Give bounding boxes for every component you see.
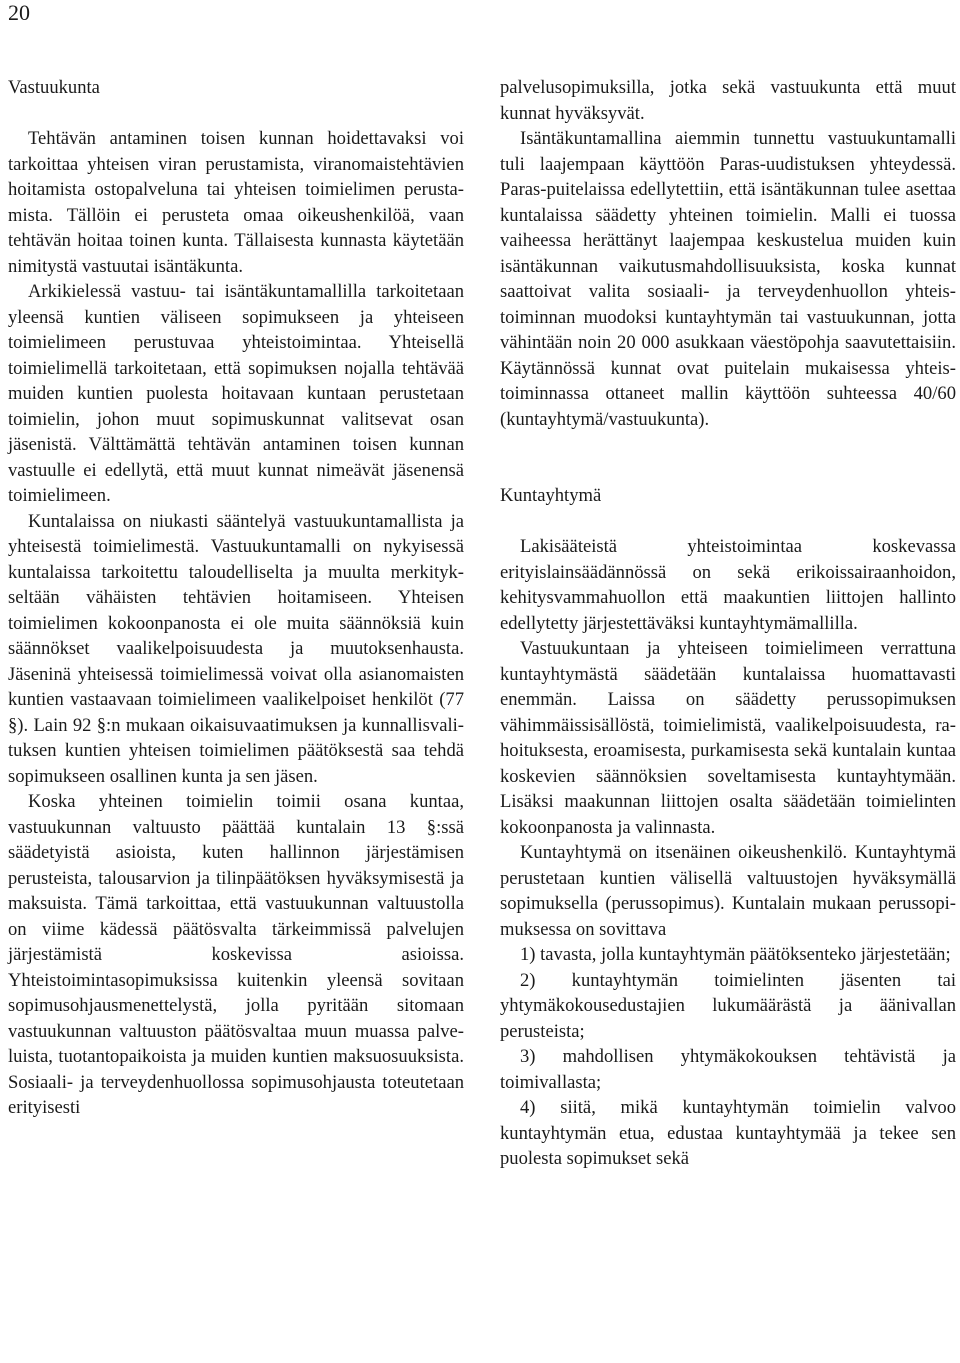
body-paragraph: Isäntäkuntamallina aiemmin tunnettu vastuukuntamalli tuli laajempaan käyttöön Paras-uudistuksen yhteydessä. Paras-puitelaissa edellytettiin, että isäntäkunnan tulee asettaa kuntalaissa säädetty yhteinen toimielin. Malli ei tuossa vaiheessa herättänyt laajempaa keskustelua muiden kuin isäntäkunnan vaikutusmahdollisuuksista, koska kunnat saattoivat valita sosiaali- ja terveydenhuollon yhteistoiminnan muodoksi kuntayhtymän tai vastuukunnan, jotta vähintään noin 20 000 asukkaan väestöpohja saavutettaisiin. Käytännössä kunnat ovat puitelain mukaisessa yhteistoiminnassa ottaneet mallin käyttöön suhteessa 40/60 (kuntayhtymä/vastuukunta). (500, 128, 956, 430)
list-item: 1) tavasta, jolla kuntayhtymän päätöksenteko järjestetään; (520, 944, 951, 965)
body-paragraph: Arkikielessä vastuu- tai isäntäkuntamallilla tarkoitetaan yleensä kuntien väliseen sopimukseen ja yhteiseen toimielimeen perustuvaa yhteistoimintaa. Yhteisellä toimielimellä tarkoitetaan, että sopimuksen nojalla tehtävää muiden kuntien puolesta hoitavaan kuntaan perustetaan toimielin, johon muut sopimuskunnat valitsevat osan jäsenistä. Välttämättä tehtävän antaminen toisen kunnan vastuulle ei edellytä, että muut kunnat nimeävät jäsenensä toimielimeen. (8, 281, 464, 506)
right-column (500, 75, 956, 1172)
left-column (8, 75, 464, 1121)
page-number: 20 (8, 0, 30, 25)
list-item: 2) kuntayhtymän toimielinten jäsenten tai yhtymäkokousedustajien lukumäärästä ja äänivallan perusteista; (500, 969, 956, 1042)
body-paragraph: Lakisääteistä yhteistoimintaa koskevassa erityislainsäädännössä on sekä erikoissairaanhoidon, kehitysvammahuollon että maakuntien liittojen hallinto edellytetty järjestettäväksi kuntayhtymämallilla. (500, 536, 956, 634)
section-heading-vastuukunta: Vastuukunta (8, 77, 100, 98)
body-paragraph-continued: palvelusopimuksilla, jotka sekä vastuukunta että muut kunnat hyväksyvät. (500, 77, 956, 124)
body-paragraph: Tehtävän antaminen toisen kunnan hoidettavaksi voi tarkoittaa yhteisen viran perustamista, viranomaistehtävien hoitamista ostopalveluna tai yhteisen toimielimen perustamista. Tällöin ei perusteta omaa oikeushenkilöä, vaan tehtävän hoitaa toinen kunta. Tällaisesta kunnasta käytetään nimitystä vastuutai isäntäkunta. (8, 128, 464, 277)
section-heading-kuntayhtyma: Kuntayhtymä (500, 485, 602, 506)
list-item: 3) mahdollisen yhtymäkokouksen tehtävistä ja toimivallasta; (500, 1046, 956, 1093)
list-item: 4) siitä, mikä kuntayhtymän toimielin valvoo kuntayhtymän etua, edustaa kuntayhtymää ja tekee sen puolesta sopimukset sekä (500, 1097, 956, 1169)
body-paragraph: Vastuukuntaan ja yhteiseen toimielimeen verrattuna kuntayhtymästä säädetään kuntalaissa huomattavasti enemmän. Laissa on säädetty perussopimuksen vähimmäissisällöstä, toimielimistä, vaalikelpoisuudesta, rahoituksesta, eroamisesta, purkamisesta sekä kuntalain kuntaa koskevien säännöksien soveltamisesta kuntayhtymään. Lisäksi maakunnan liittojen osalta säädetään toimielinten kokoonpanosta ja valinnasta. (500, 638, 956, 838)
body-paragraph: Kuntayhtymä on itsenäinen oikeushenkilö. Kuntayhtymä perustetaan kuntien välisellä valtuustojen hyväksymällä sopimuksella (perussopimus). Kuntalain mukaan perussopimuksessa on sovittava (500, 842, 956, 940)
body-paragraph: Kuntalaissa on niukasti sääntelyä vastuukuntamallista ja yhteisestä toimielimestä. Vastuukuntamalli on nykyisessä kuntalaissa tarkoitettu taloudelliselta ja muulta merkitykseltään vähäisten tehtävien hoitamiseen. Yhteisen toimielimen kokoonpanosta ei ole muita säännöksiä kuin säännökset vaalikelpoisuudesta ja muutoksenhausta. Jäseninä yhteisessä toimielimessä voivat olla asianomaisten kuntien vastaavaan toimielimeen vaalikelpoiset henkilöt (77 §). Lain 92 §:n mukaan oikaisuvaatimuksen ja kunnallisvalituksen kuntien yhteisen toimielimen päätöksestä saa tehdä sopimukseen osallinen kunta ja sen jäsen. (8, 510, 464, 787)
body-paragraph: Koska yhteinen toimielin toimii osana kuntaa, vastuukunnan valtuusto päättää kuntalain 13 §:ssä säädetyistä asioista, kuten hallinnon järjestämisen perusteista, talousarvion ja tilinpäätöksen hyväksymisestä ja maksuista. Tämä tarkoittaa, että vastuukunnan valtuustolla on viime kädessä päätösvalta tärkeimmissä palvelujen järjestämistä koskevissa asioissa. Yhteistoimintasopimuksissa kuitenkin yleensä sovitaan sopimusohjausmenettelystä, jolla pyritään sitomaan vastuukunnan valtuuston päätösvaltaa muun muassa palveluista, tuotantopaikoista ja muiden kuntien maksuosuuksista. Sosiaali- ja terveydenhuollossa sopimusohjausta toteutetaan erityisesti (8, 791, 464, 1118)
